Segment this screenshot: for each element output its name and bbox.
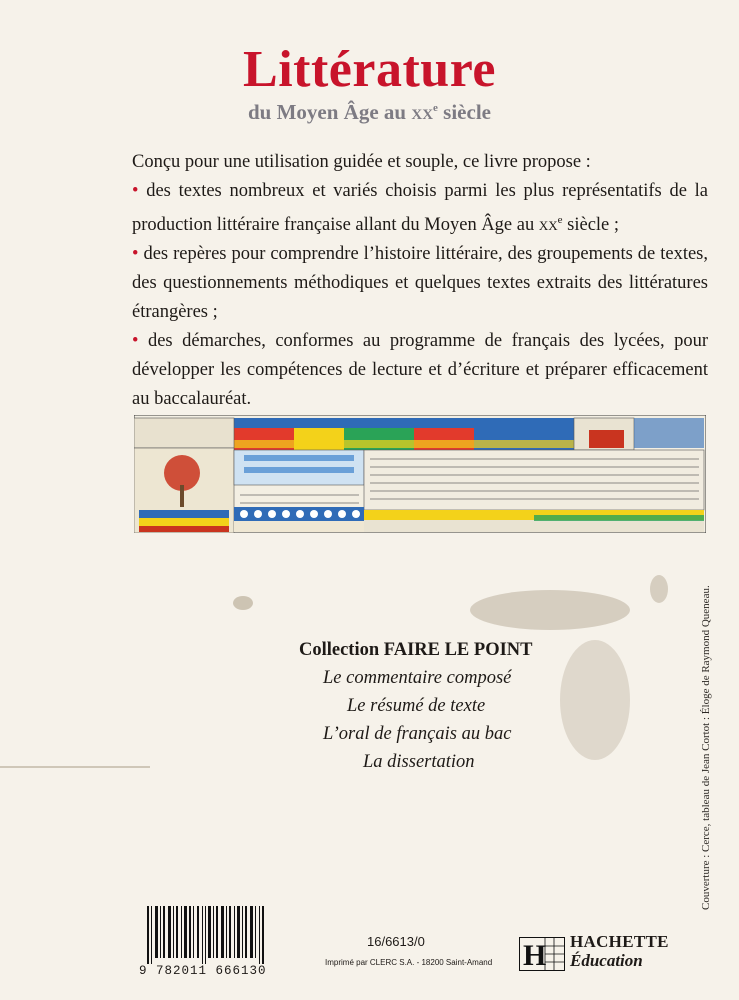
collection-item: Le résumé de texte [347, 696, 486, 716]
paper-stain [560, 640, 630, 760]
publisher-name: HACHETTE [570, 932, 669, 951]
barcode-number: 9 782011 666130 [139, 964, 267, 978]
svg-text:H: H [523, 939, 547, 971]
cover-credit: Couverture : Cerce, tableau de Jean Cortot : Éloge de Raymond Queneau. [700, 585, 712, 910]
barcode [147, 906, 265, 964]
cover-painting [134, 415, 706, 533]
publisher-division: Éducation [570, 951, 643, 970]
subtitle-prefix: du Moyen Âge au [248, 100, 412, 124]
paper-stain [650, 575, 668, 603]
collection-title: Collection FAIRE LE POINT [299, 640, 533, 660]
item1-century: xx [538, 215, 558, 236]
item2-text: des repères pour comprendre l’histoire littéraire, des groupements de textes, des questionnements méthodiques et quelques textes extraits des littératures étrangères ; [132, 244, 708, 323]
book-title: Littérature [243, 41, 496, 98]
book-subtitle [0, 100, 739, 125]
paper-stain [233, 596, 253, 610]
bullet-icon: • [132, 181, 139, 201]
subtitle-century: xx [411, 100, 434, 124]
description-item-3 [132, 327, 708, 414]
subtitle-sup: e [433, 102, 438, 114]
printer-imprint: Imprimé par CLERC S.A. - 18200 Saint-Amand [325, 958, 493, 967]
item1-part1: des textes nombreux et variés choisis parmi les plus représentatifs de la production littéraire française allant du Moyen Âge au [132, 181, 708, 236]
hachette-logo-icon [519, 937, 565, 971]
subtitle-suffix: siècle [437, 100, 491, 124]
description-item-2 [132, 240, 708, 327]
collection-item: La dissertation [363, 752, 475, 772]
product-code: 16/6613/0 [367, 934, 425, 949]
description-block [132, 148, 708, 414]
item1-part2: siècle ; [562, 215, 620, 236]
collection-item: L’oral de français au bac [323, 724, 512, 744]
bullet-icon: • [132, 331, 139, 352]
collection-list [299, 636, 532, 776]
bullet-icon: • [132, 244, 139, 265]
paper-crease [0, 766, 150, 768]
collection-item: Le commentaire composé [323, 668, 512, 688]
description-intro: Conçu pour une utilisation guidée et souple, ce livre propose : [132, 152, 591, 172]
item1-sup: e [557, 214, 563, 226]
description-item-1 [132, 177, 708, 240]
item3-text: des démarches, conformes au programme de français des lycées, pour développer les compétences de lecture et d’écriture et préparer efficacement au baccalauréat. [132, 331, 708, 410]
paper-stain [470, 590, 630, 630]
